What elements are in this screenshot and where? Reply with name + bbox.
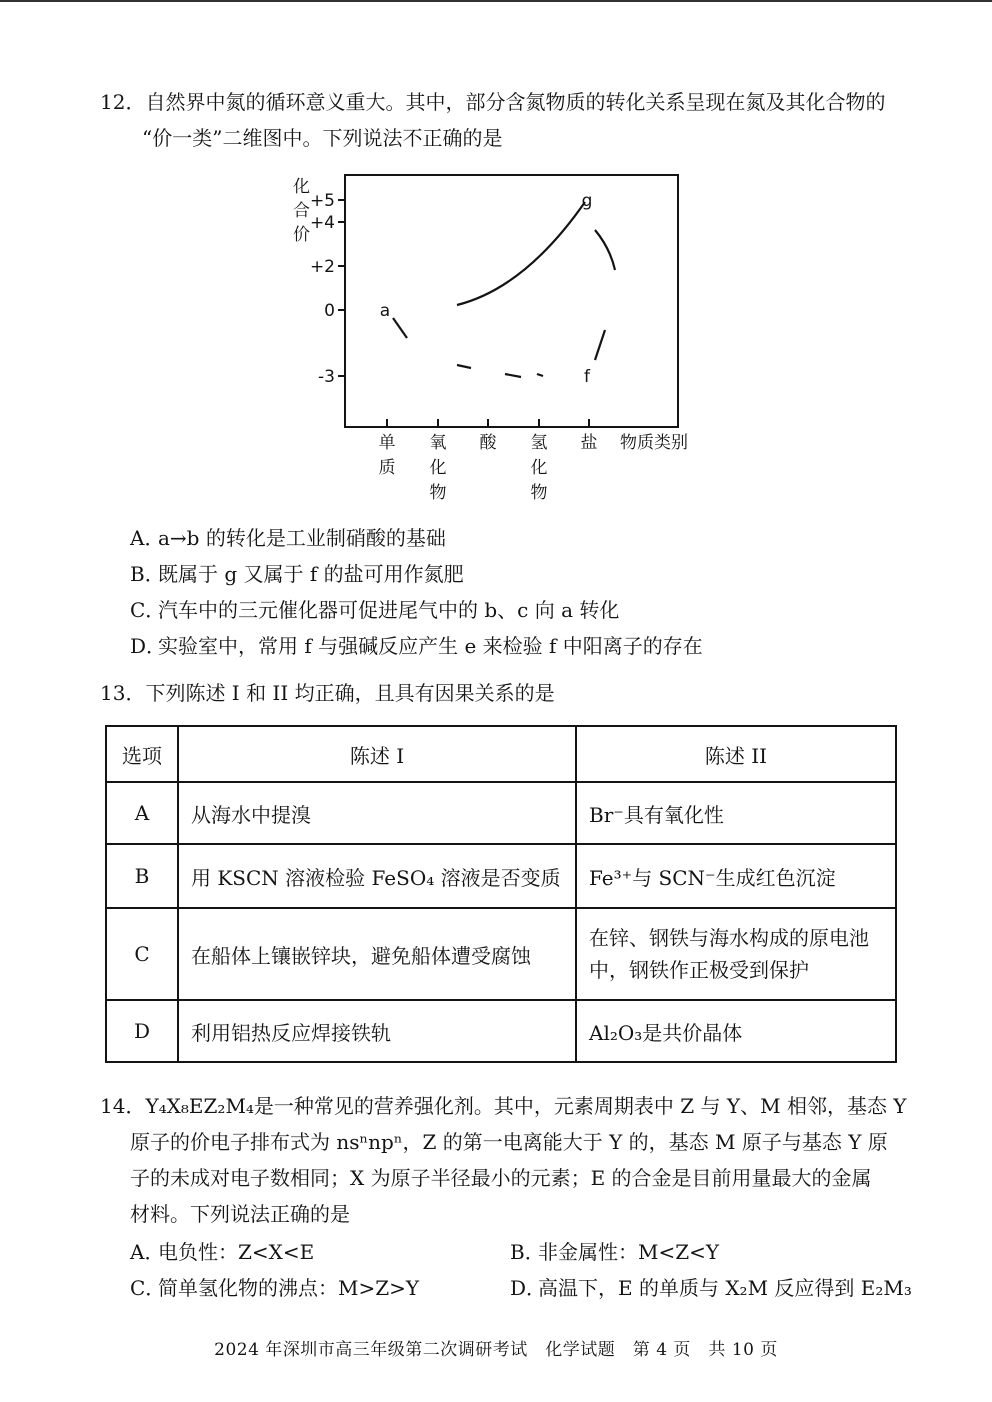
y-axis-title xyxy=(293,177,310,245)
y-axis-title-char-1: 化 xyxy=(293,177,310,197)
option-label: D． xyxy=(510,1276,547,1300)
table-row xyxy=(106,844,896,908)
q12-stem-line2: “价一类”二维图中。下列说法不正确的是 xyxy=(142,126,503,150)
table-row xyxy=(106,782,896,844)
curves xyxy=(393,202,615,377)
row-a-option: A xyxy=(106,782,178,844)
y-tick-label: -3 xyxy=(318,367,335,387)
x-tick-label: 单 xyxy=(378,433,396,453)
q12-option-c xyxy=(130,594,619,623)
header-statement-2: 陈述 II xyxy=(576,726,896,782)
row-d-statement-2: Al₂O₃是共价晶体 xyxy=(576,1000,896,1062)
q12-option-a xyxy=(130,522,446,551)
row-d-option: D xyxy=(106,1000,178,1062)
option-text: a→b 的转化是工业制硝酸的基础 xyxy=(158,526,446,550)
x-tick-label: 酸 xyxy=(479,433,497,453)
dash-1 xyxy=(457,365,471,368)
row-b-statement-1: 用 KSCN 溶液检验 FeSO₄ 溶液是否变质 xyxy=(178,844,576,908)
chart-points xyxy=(380,191,593,387)
row-c-statement-2: 在锌、钢铁与海水构成的原电池中，钢铁作正极受到保护 xyxy=(576,908,896,1000)
header-statement-1: 陈述 I xyxy=(178,726,576,782)
dash-2 xyxy=(505,374,521,377)
row-c-option: C xyxy=(106,908,178,1000)
option-label: A． xyxy=(130,1240,165,1264)
option-text: 电负性：Z<X<E xyxy=(158,1240,315,1264)
curve-f-up xyxy=(595,330,605,360)
curve-to-g xyxy=(457,202,585,305)
y-tick-label: 0 xyxy=(324,301,335,321)
valence-class-chart xyxy=(285,170,715,510)
option-label: B． xyxy=(510,1240,545,1264)
option-text: 既属于 g 又属于 f 的盐可用作氮肥 xyxy=(158,562,464,586)
q14-option-b xyxy=(510,1236,719,1265)
x-tick-label: 氢 xyxy=(530,433,548,453)
header-option: 选项 xyxy=(106,726,178,782)
y-tick-label: +4 xyxy=(309,213,335,233)
row-a-statement-2: Br⁻具有氧化性 xyxy=(576,782,896,844)
q13-table xyxy=(105,725,897,1063)
option-label: D． xyxy=(130,634,167,658)
x-tick-label: 氧 xyxy=(429,433,447,453)
table-row xyxy=(106,1000,896,1062)
x-tick-label: 化 xyxy=(429,458,447,478)
q14-option-c xyxy=(130,1272,419,1301)
point-label-f: f xyxy=(584,367,590,387)
x-tick-label: 物 xyxy=(530,483,548,503)
option-text: 高温下，E 的单质与 X₂M 反应得到 E₂M₃ xyxy=(538,1276,912,1300)
option-text: 简单氢化物的沸点：M>Z>Y xyxy=(158,1276,420,1300)
row-c-statement-1: 在船体上镶嵌锌块，避免船体遭受腐蚀 xyxy=(178,908,576,1000)
x-tick-label: 质 xyxy=(378,458,396,478)
curve-g-down xyxy=(595,230,615,270)
y-axis-title-char-2: 合 xyxy=(293,201,310,221)
q13-stem: 13．下列陈述 I 和 II 均正确，且具有因果关系的是 xyxy=(100,681,555,705)
option-label: A． xyxy=(130,526,165,550)
y-ticks xyxy=(310,191,345,387)
q14-stem-line4: 材料。下列说法正确的是 xyxy=(130,1202,350,1226)
dash-3 xyxy=(537,374,543,376)
curve-a-down xyxy=(393,318,407,338)
q14-stem-line1: 14．Y₄X₈EZ₂M₄是一种常见的营养强化剂。其中，元素周期表中 Z 与 Y、M 相邻，基态 Y xyxy=(100,1094,907,1118)
q12-stem-line1: 12．自然界中氮的循环意义重大。其中，部分含氮物质的转化关系呈现在氮及其化合物的 xyxy=(100,90,886,114)
y-tick-label: +5 xyxy=(309,191,335,211)
point-label-g: g xyxy=(581,191,593,211)
option-label: C． xyxy=(130,1276,166,1300)
x-tick-label: 化 xyxy=(530,458,548,478)
x-axis-title: 物质类别 xyxy=(620,433,688,453)
q14-stem-line2: 原子的价电子排布式为 nsⁿnpⁿ，Z 的第一电离能大于 Y 的，基态 M 原子与基态 Y 原 xyxy=(130,1130,888,1154)
point-label-a: a xyxy=(379,301,391,321)
top-edge-line xyxy=(0,0,992,2)
q12-option-d xyxy=(130,630,703,659)
q14-stem-line3: 子的未成对电子数相同；X 为原子半径最小的元素；E 的合金是目前用量最大的金属 xyxy=(130,1166,872,1190)
y-axis-title-char-3: 价 xyxy=(293,225,310,245)
q13-table-header-row xyxy=(106,726,896,782)
row-d-statement-1: 利用铝热反应焊接铁轨 xyxy=(178,1000,576,1062)
x-ticks xyxy=(379,419,598,503)
option-label: B． xyxy=(130,562,165,586)
option-text: 非金属性：M<Z<Y xyxy=(538,1240,720,1264)
plot-frame xyxy=(345,175,678,427)
row-b-statement-2: Fe³⁺与 SCN⁻生成红色沉淀 xyxy=(576,844,896,908)
x-tick-label: 物 xyxy=(429,483,447,503)
page-footer: 2024 年深圳市高三年级第二次调研考试 化学试题 第 4 页 共 10 页 xyxy=(214,1340,778,1360)
y-tick-label: +2 xyxy=(309,257,335,277)
q14-option-d xyxy=(510,1272,912,1301)
q14-option-a xyxy=(130,1236,314,1265)
x-tick-label: 盐 xyxy=(580,433,598,453)
option-label: C． xyxy=(130,598,166,622)
row-a-statement-1: 从海水中提溴 xyxy=(178,782,576,844)
table-row xyxy=(106,908,896,1000)
option-text: 汽车中的三元催化器可促进尾气中的 b、c 向 a 转化 xyxy=(158,598,620,622)
q12-option-b xyxy=(130,558,464,587)
row-b-option: B xyxy=(106,844,178,908)
option-text: 实验室中，常用 f 与强碱反应产生 e 来检验 f 中阳离子的存在 xyxy=(158,634,703,658)
